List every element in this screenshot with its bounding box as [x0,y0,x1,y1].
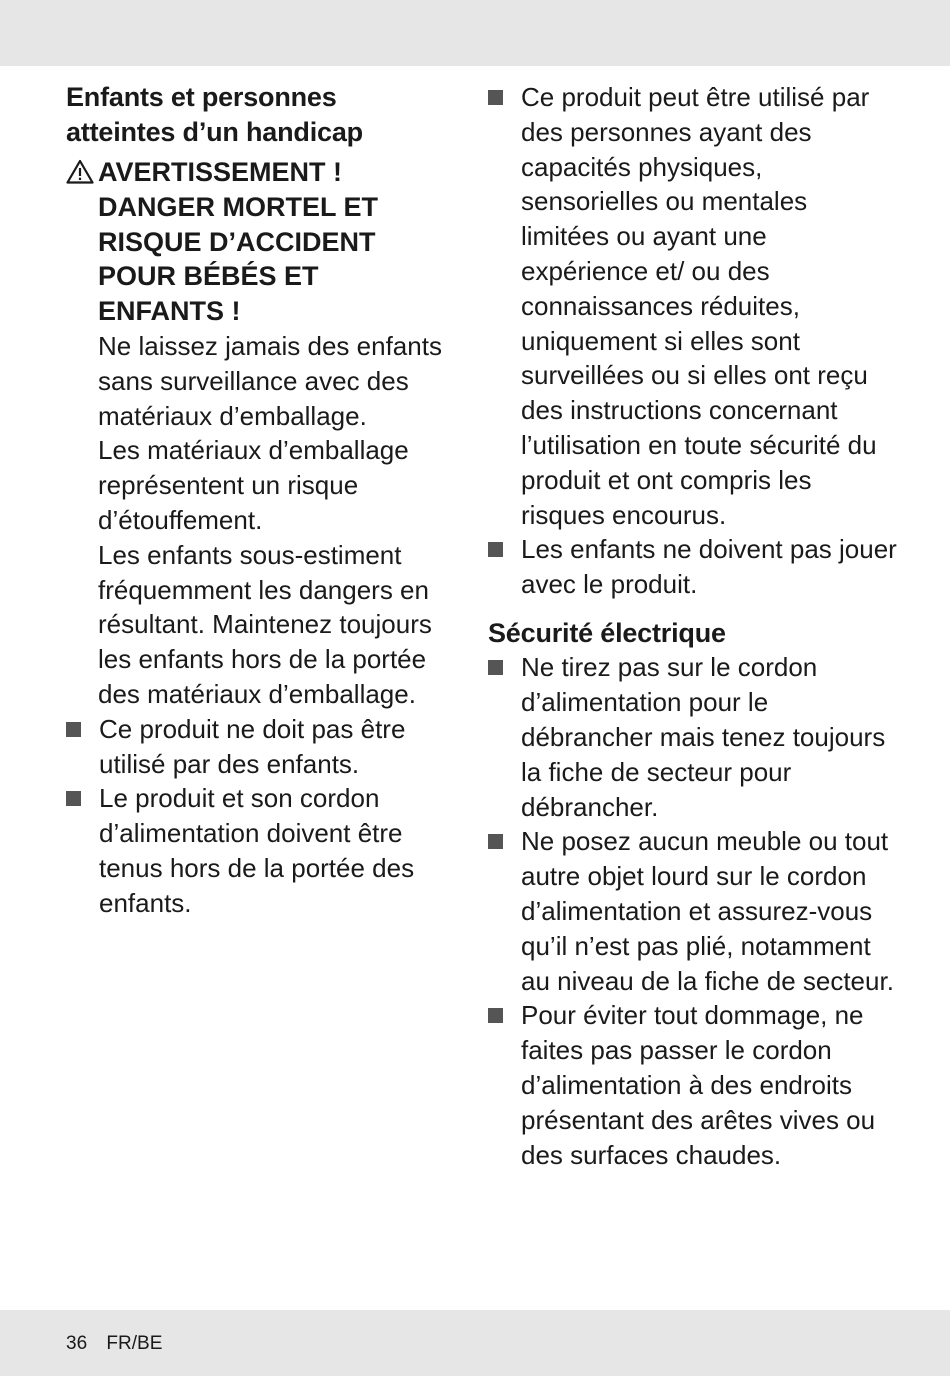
warning-body [98,329,446,712]
list-item [488,824,898,998]
right-column [488,80,898,1172]
list-item [488,650,898,824]
section-heading-electrical: Sécurité électrique [488,617,726,648]
warning-block [66,155,446,712]
list-item [66,781,446,920]
capabilities-bullet-list [488,80,898,602]
list-item [488,532,898,602]
list-item [488,998,898,1172]
list-item-text: Les enfants ne doivent pas jouer avec le produit. [521,534,897,600]
section-heading-children: Enfants et personnes atteintes d’un handicap [66,82,363,147]
warning-paragraph: Les matériaux d’emballage représentent un risque d’étouffement. [98,435,409,535]
children-bullet-list [66,712,446,921]
warning-paragraph: Ne laissez jamais des enfants sans surveillance avec des matériaux d’emballage. [98,330,442,431]
left-column [66,80,446,921]
list-item-text: Ce produit peut être utilisé par des personnes ayant des capacités physiques, sensorielles ou mentales limitées ou ayant une expérience et/ ou des connaissances réduites, uniquement si elles sont surveillées ou si elles ont reçu des instructions concernant l’utilisation en toute sécurité du produit et ont compris les risques encourus. [521,82,877,530]
warning-title-row [66,155,446,329]
square-bullet-icon [66,781,99,806]
page-number: 36 [66,1333,88,1354]
square-bullet-icon [66,712,99,737]
square-bullet-icon [488,80,521,105]
list-item-text: Pour éviter tout dommage, ne faites pas passer le cordon d’alimentation à des endroits présentant des arêtes vives ou des surfaces chaudes. [521,1000,876,1170]
square-bullet-icon [488,650,521,675]
list-item-text: Ce produit ne doit pas être utilisé par des enfants. [99,713,406,779]
list-item [488,80,898,532]
warning-title: AVERTISSEMENT ! DANGER MORTEL ET RISQUE D’ACCIDENT POUR BÉBÉS ET ENFANTS ! [98,157,379,327]
page-footer [66,1332,162,1356]
list-item [66,712,446,782]
warning-triangle-icon [66,155,98,189]
list-item-text: Ne tirez pas sur le cordon d’alimentation pour le débrancher mais tenez toujours la fiche de secteur pour débrancher. [521,652,886,822]
square-bullet-icon [488,998,521,1023]
warning-paragraph: Les enfants sous-estiment fréquemment les dangers en résultant. Maintenez toujours les enfants hors de la portée des matériaux d’emballage. [98,539,432,709]
square-bullet-icon [488,532,521,557]
square-bullet-icon [488,824,521,849]
electrical-bullet-list [488,650,898,1172]
language-code: FR/BE [106,1333,163,1354]
list-item-text: Ne posez aucun meuble ou tout autre objet lourd sur le cordon d’alimentation et assurez-vous qu’il n’est pas plié, notamment au niveau de la fiche de secteur. [521,826,894,996]
header-band [0,0,950,66]
list-item-text: Le produit et son cordon d’alimentation doivent être tenus hors de la portée des enfants. [99,783,415,918]
